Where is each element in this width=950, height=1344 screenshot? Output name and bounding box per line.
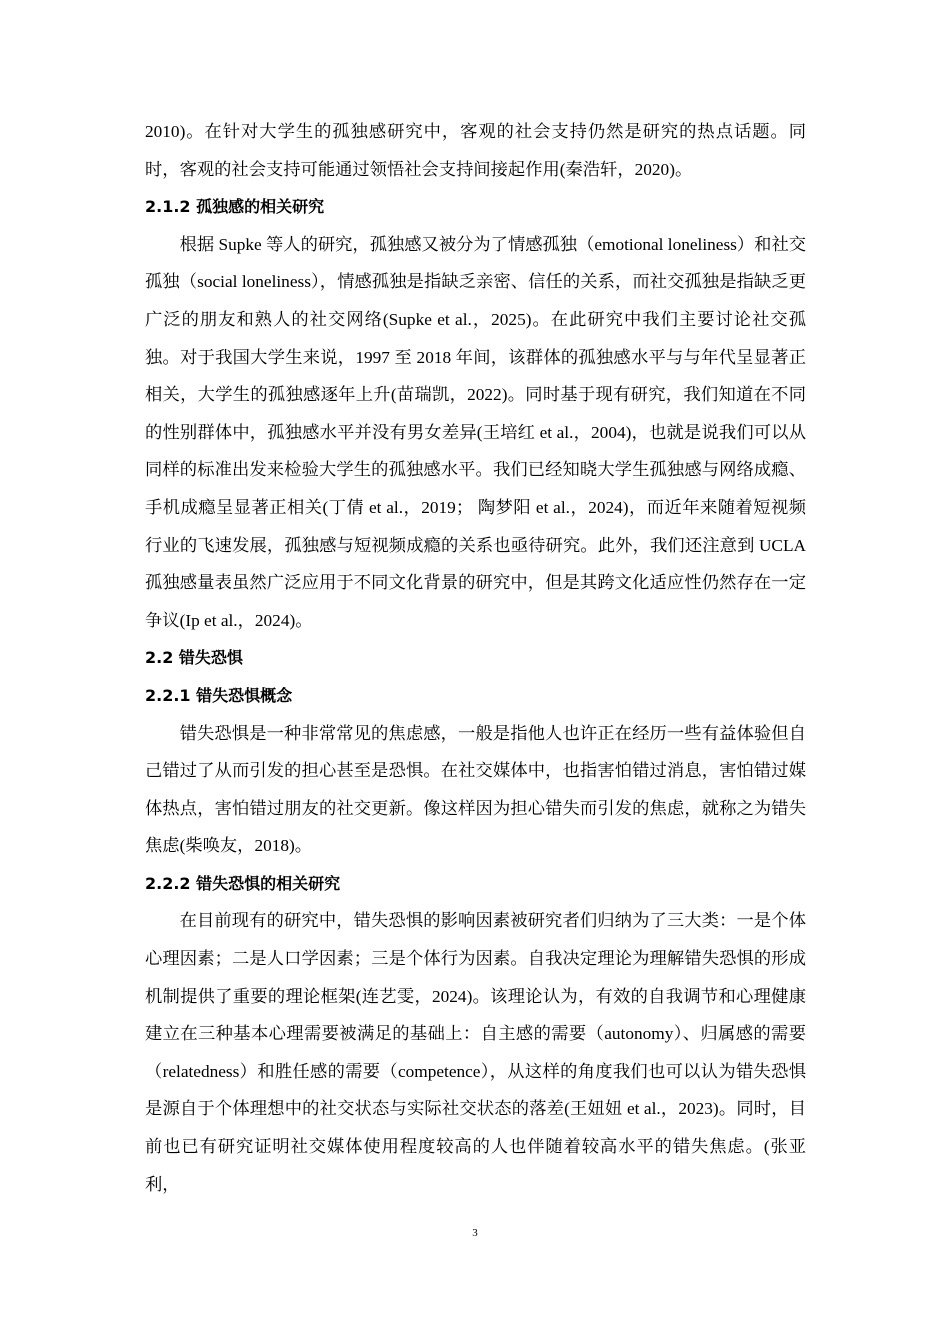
- paragraph-fomo-concept: 错失恐惧是一种非常常见的焦虑感，一般是指他人也许正在经历一些有益体验但自己错过了从而引发的担心甚至是恐惧。在社交媒体中，也指害怕错过消息，害怕错过媒体热点，害怕错过朋友的社交更新。像这样因为担心错失而引发的焦虑，就称之为错失焦虑(柴唤友，2018)。: [145, 723, 806, 856]
- paragraph-loneliness-research: 根据 Supke 等人的研究，孤独感又被分为了情感孤独（emotional loneliness）和社交孤独（social loneliness），情感孤独是指缺乏亲密、信任的关系，而社交孤独是指缺乏更广泛的朋友和熟人的社交网络(Supke et al.，2025)。在此研究中我们主要讨论社交孤独。对于我国大学生来说，1997 至 2018 年间，该群体的孤独感水平与与年代呈显著正相关，大学生的孤独感逐年上升(苗瑞凯，2022)。同时基于现有研究，我们知道在不同的性别群体中，孤独感水平并没有男女差异(王培红 et al.，2004)，也就是说我们可以从同样的标准出发来检验大学生的孤独感水平。我们已经知晓大学生孤独感与网络成瘾、手机成瘾呈显著正相关(丁倩 et al.，2019； 陶梦阳 et al.，2024)，而近年来随着短视频行业的飞速发展，孤独感与短视频成瘾的关系也亟待研究。此外，我们还注意到 UCLA 孤独感量表虽然广泛应用于不同文化背景的研究中，但是其跨文化适应性仍然存在一定争议(Ip et al.，2024)。: [145, 234, 807, 630]
- section-heading-2-2: 2.2 错失恐惧: [145, 648, 243, 668]
- section-heading-2-2-2: 2.2.2 错失恐惧的相关研究: [145, 873, 341, 893]
- section-heading-2-1-2: 2.1.2 孤独感的相关研究: [145, 197, 325, 217]
- paragraph-fomo-research: 在目前现有的研究中，错失恐惧的影响因素被研究者们归纳为了三大类：一是个体心理因素；二是人口学因素；三是个体行为因素。自我决定理论为理解错失恐惧的形成机制提供了重要的理论框架(连艺雯，2024)。该理论认为，有效的自我调节和心理健康建立在三种基本心理需要被满足的基础上：自主感的需要（autonomy）、归属感的需要（relatedness）和胜任感的需要（competence），从这样的角度我们也可以认为错失恐惧是源自于个体理想中的社交状态与实际社交状态的落差(王妞妞 et al.，2023)。同时，目前也已有研究证明社交媒体使用程度较高的人也伴随着较高水平的错失焦虑。(张亚利，: [145, 911, 806, 1194]
- paragraph-social-support-continued: 2010)。在针对大学生的孤独感研究中，客观的社会支持仍然是研究的热点话题。同时，客观的社会支持可能通过领悟社会支持间接起作用(秦浩轩，2020)。: [145, 122, 806, 179]
- section-heading-2-2-1: 2.2.1 错失恐惧概念: [145, 685, 293, 705]
- page-number: 3: [472, 1227, 478, 1239]
- document-body: [145, 113, 806, 1203]
